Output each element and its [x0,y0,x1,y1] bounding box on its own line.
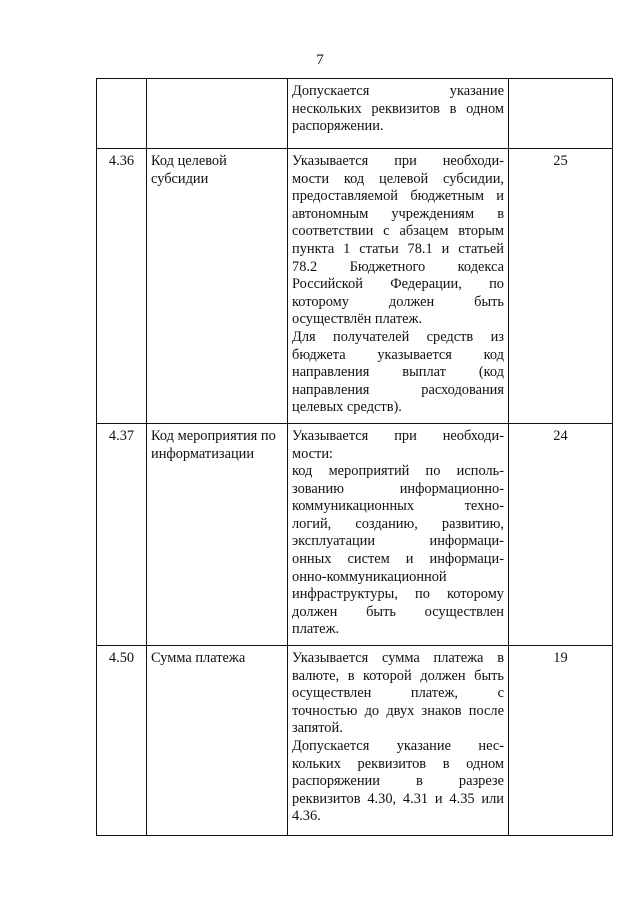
requisite-code: 19 [509,646,613,836]
description-line: Допускается указание нес- [292,738,504,754]
requisite-description [288,646,509,836]
requisite-number: 4.50 [97,646,147,836]
requisite-name [147,149,288,424]
requisite-name-line: информатизации [151,445,255,462]
requisite-name [147,79,288,149]
description-line: бюджета указывается код [292,346,504,363]
requisite-name-line: Сумма платежа [151,650,246,667]
requisite-code [509,79,613,149]
description-line: коммуникационных техно- [292,498,504,515]
description-line: инфраструктуры, по которому [292,586,504,603]
requisite-description [288,149,509,424]
description-line: автономным учреждениям в [292,205,504,222]
description-line: реквизитов 4.30, 4.31 и 4.35 или [292,790,504,807]
description-line: Допускается указание [292,83,504,99]
description-line: нескольких реквизитов в одном [292,100,504,117]
description-line: логий, созданию, развитию, [292,515,504,532]
requisite-name [147,423,288,645]
description-line: Указывается при необходи- [292,153,504,169]
description-line: запятой. [292,720,343,737]
description-line: мости: [292,445,334,462]
description-line: должен быть осуществлен [292,603,504,620]
description-line: кольких реквизитов в одном [292,755,504,772]
requisite-name-line: субсидии [151,170,209,187]
requisite-number: 4.36 [97,149,147,424]
description-line: осуществлен платеж, с [292,685,504,702]
requisite-code: 24 [509,423,613,645]
page-number: 7 [316,52,324,68]
table-row [97,79,613,149]
requisite-code: 25 [509,149,613,424]
description-line: платеж. [292,621,340,638]
description-line: код мероприятий по исполь- [292,463,504,480]
description-line: мости код целевой субсидии, [292,170,504,187]
description-line: зованию информационно- [292,480,504,497]
description-line: направления выплат (код [292,364,504,381]
description-line: точностью до двух знаков после [292,702,504,719]
description-line: осуществлён платеж. [292,311,423,328]
requisite-name [147,646,288,836]
table-row [97,646,613,836]
requisite-description [288,423,509,645]
requisite-name-line: Код мероприятия по [151,427,276,444]
description-line: Указывается при необходи- [292,427,504,444]
description-line: целевых средств). [292,399,402,416]
requisite-number [97,79,147,149]
description-line: которому должен быть [292,293,504,310]
requisite-name-line: Код целевой [151,153,227,169]
description-line: предоставляемой бюджетным и [292,188,504,205]
table-row [97,423,613,645]
description-line: распоряжении. [292,118,384,135]
description-line: пункта 1 статьи 78.1 и статьей [292,240,504,257]
description-line: Указывается сумма платежа в [292,650,504,667]
requisite-number: 4.37 [97,423,147,645]
description-line: Для получателей средств из [292,328,504,345]
requisites-table [96,78,613,836]
description-line: распоряжении в разрезе [292,773,504,790]
table-body [97,79,613,836]
table-row [97,149,613,424]
description-line: 78.2 Бюджетного кодекса [292,258,504,275]
description-line: Российской Федерации, по [292,276,504,293]
requisite-description [288,79,509,149]
description-line: онных систем и информаци- [292,551,504,568]
description-line: соответствии с абзацем вторым [292,223,504,240]
description-line: эксплуатации информаци- [292,533,504,550]
description-line: валюте, в которой должен быть [292,667,504,684]
description-line: онно-коммуникационной [292,568,447,585]
description-line: 4.36. [292,808,321,825]
description-line: направления расходования [292,381,504,398]
